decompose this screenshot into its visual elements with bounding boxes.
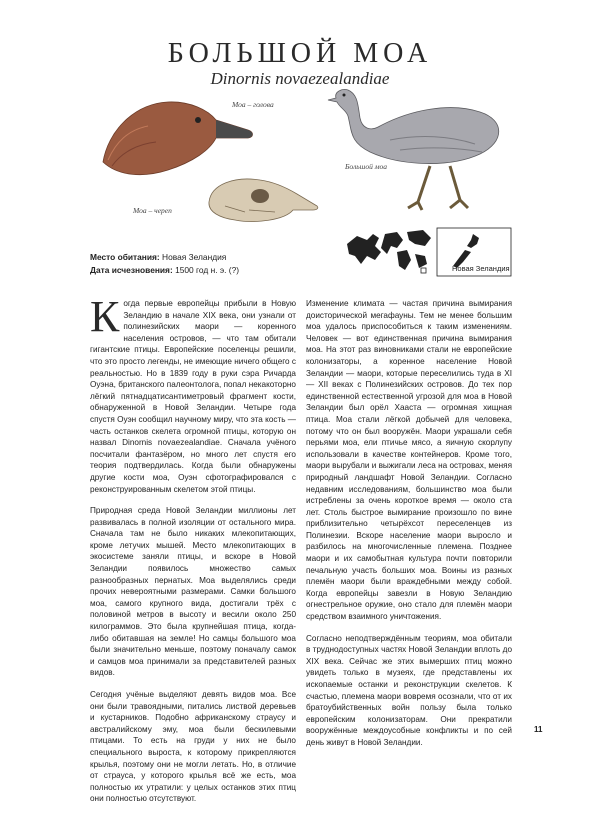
paragraph: Природная среда Новой Зеландии миллионы лет развивалась в полной изоляции от остального мира. Сначала там не было никаких млекопитающих, кроме летучих мышей. Место млекопитающих в экосистеме заняли птицы, и вскоре в Новой Зеландии появилось множество самых разнообразных пернатых. Моа выделялись среди прочих невероятными размерами. Самки большого моа, самого крупного вида, достигали трёх с половиной метров в высоту и весили около 250 килограммов. Это была крупнейшая птица, когда-либо обитавшая на земле! Но самцы большого моа были значительно меньше, поэтому поначалу самок и самцов моа принимали за представителей разных видов. xyxy=(90,506,296,678)
paragraph-text: огда первые европейцы прибыли в Новую Зеландию в начале XIX века, они узнали от полинезийских маори — коренного населения островов, — что там обитали гигантские птицы. Европейские поселенцы решили, что это просто легенды, не имеющие ничего общего с реальностью. Но в 1839 году в руки сэра Ричарда Оуэна, британского палеонтолога, попал некакоторно лёгкий пятнадцатисантиметровый фрагмент кости, обнаруженной в Новой Зеландии. Четыре года спустя Оуэн сообщил научному миру, что эта кость — часть останков скелета огромной птицы, которую он назвал Dinornis novaezealandiae. Сначала учёного посчитали фантазёром, но много лет спустя его теория подтвердилась. Когда были обнаружены другие кости моа, Оуэн сфотографировался с реконструированным скелетом этой птицы. xyxy=(90,299,296,494)
latin-name: Dinornis novaezealandiae xyxy=(210,69,390,88)
habitat-label: Место обитания: xyxy=(90,252,160,262)
page-title: БОЛЬШОЙ МОА xyxy=(167,38,433,69)
text-column-left xyxy=(90,292,296,815)
paragraph: Сегодня учёные выделяют девять видов моа. Все они были травоядными, питались листвой деревьев и кустарников. Подобно африканскому страусу и австралийскому эму, моа были бескилевыми птицами. То есть на груди у них не было специального выроста, к которому прикрепляются крылья, поэтому они не могли летать. Но, в отличие от страуса, у которого крылья всё же есть, моа полностью их утратили: у целых останков этих птиц они полностью отсутствуют. xyxy=(90,690,296,804)
paragraph: Согласно неподтверждённым теориям, моа обитали в труднодоступных частях Новой Зеландии вплоть до XIX века. Сейчас же этих вымерших птиц можно увидеть только в музеях, где представлены их ископаемые останки и реконструкции скелетов. К счастью, племена маори вовремя осознали, что от их братоубийственных войн пользу была только европейским колонизаторам. Они прекратили вооружённые междоусобные конфликты и по сей день живут в Новой Зеландии. xyxy=(306,633,512,747)
paragraph: Изменение климата — частая причина вымирания доисторической мегафауны. Тем не менее большим моа удалось приспособиться к таким изменениям. Человек — вот единственная причина вымирания моа. На этот раз виновниками стали не европейские колонизаторы, а коренное население Новой Зеландии — маори, которые переселились туда в XI — XII веках с Полинезийских островов. До тех пор единственной естественной угрозой для моа в Новой Зеландии был орёл Хааста — огромная хищная птица. Моа стали лёгкой добычей для человека, потому что он был вооружён. Маори украшали себя перьями моа, ели птичье мясо, а яичную скорлупу использовали в качестве контейнеров. Кроме того, маори вырубали и выжигали леса на островах, меняя природный ландшафт Новой Зеландии. Согласно недавним исследованиям, большинство моа были истреблены за очень короткое время — около ста лет. Столь быстрое вымирание произошло по вине приблизительно четырёхсот переселенцев из Полинезии. Вскоре население маори выросло и разбилось на многочисленные племена. Позднее маори и их самобытная культура почти повторили печальную участь больших моа. Воины из разных племён маори были враждебными между собой. Когда европейцы завезли в Новую Зеландию огнестрельное оружие, оно стало для племён маори средством взаимного уничтожения. xyxy=(306,299,512,622)
moa-body-illustration xyxy=(300,82,515,217)
extinct-value: 1500 год н. э. (?) xyxy=(175,265,240,275)
habitat-value: Новая Зеландия xyxy=(162,252,227,262)
caption-head: Моа – голова xyxy=(232,100,274,109)
caption-skull: Моа – череп xyxy=(133,206,172,215)
facts-block xyxy=(90,251,239,277)
page-number: 11 xyxy=(534,725,543,734)
paragraph xyxy=(90,292,296,495)
extinct-label: Дата исчезновения: xyxy=(90,265,173,275)
map-label: Новая Зеландия xyxy=(452,264,510,273)
drop-cap: К xyxy=(90,292,120,341)
caption-body: Большой моа xyxy=(345,162,387,171)
text-column-right xyxy=(306,298,512,759)
